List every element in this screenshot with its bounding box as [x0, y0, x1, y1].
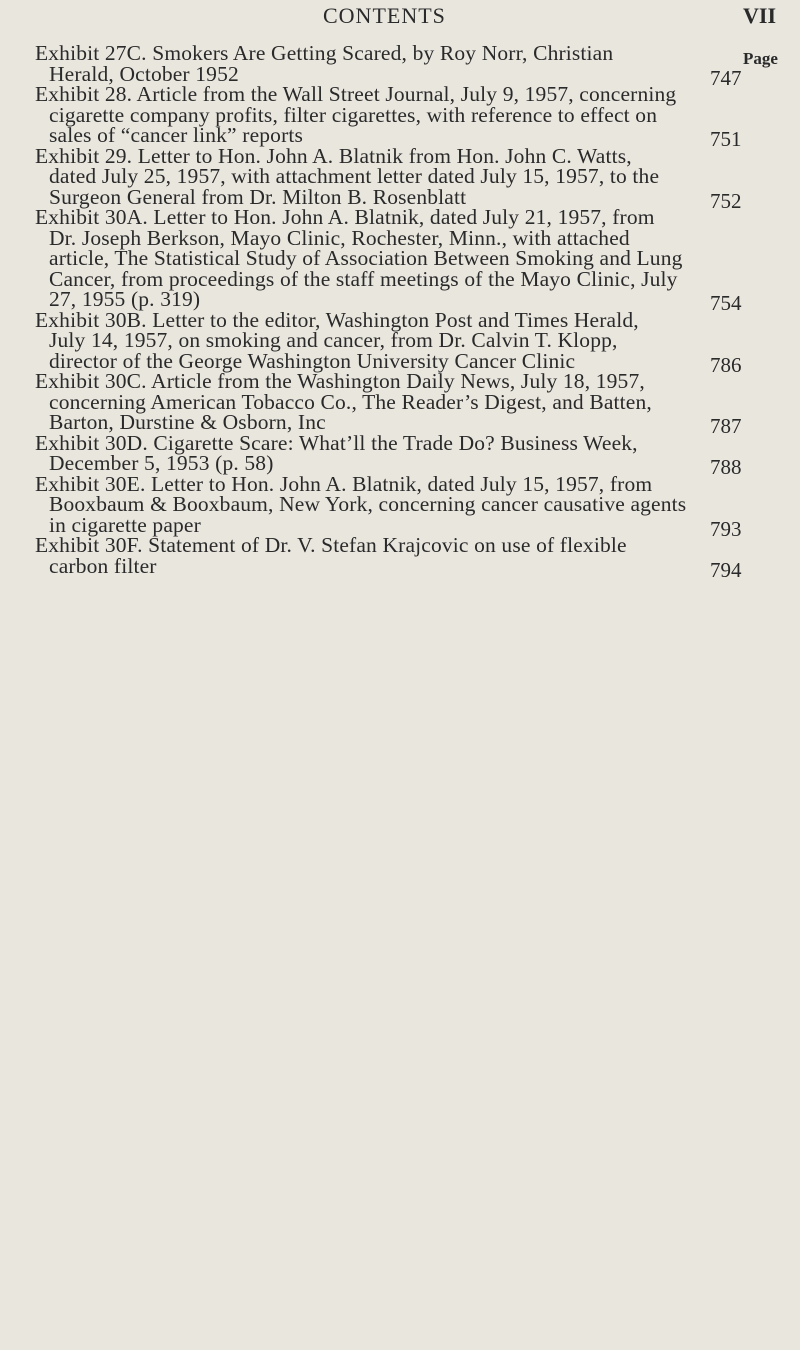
entry-page-number: 787: [710, 414, 742, 438]
entry-line: Exhibit 29. Letter to Hon. John A. Blatnik from Hon. John C. Watts,: [35, 143, 632, 168]
entry-line: Exhibit 30A. Letter to Hon. John A. Blatnik, dated July 21, 1957, from: [35, 205, 655, 229]
entry-page-number: 793: [710, 516, 742, 541]
entry-line: cigarette company profits, filter cigarettes, with reference to effect on: [49, 102, 658, 127]
entry-line: Dr. Joseph Berkson, Mayo Clinic, Rochester, Minn., with attached: [49, 225, 630, 250]
entry-line: Exhibit 30C. Article from the Washington Daily News, July 18, 1957,: [35, 369, 645, 393]
page-column-label: Page: [743, 49, 778, 68]
entry-last-line: Herald, October 1952: [49, 61, 239, 86]
entry-line: dated July 25, 1957, with attachment letter dated July 15, 1957, to the: [49, 164, 660, 188]
entry-line: Exhibit 30D. Cigarette Scare: What’ll the Trade Do? Business Week,: [35, 430, 638, 455]
entry-page-number: 752: [710, 188, 742, 213]
entry-line: Exhibit 28. Article from the Wall Street Journal, July 9, 1957, concerning: [35, 82, 677, 106]
entry-last-line: in cigarette paper: [49, 512, 201, 537]
entry-line: Exhibit 30B. Letter to the editor, Washington Post and Times Herald,: [35, 307, 639, 332]
contents-entry: [35, 371, 725, 433]
entry-page-number: 786: [710, 352, 742, 377]
page-header-roman-number: VII: [743, 3, 777, 28]
entry-page-number: 747: [710, 65, 742, 90]
entry-last-line: carbon filter: [49, 553, 157, 578]
entry-line: Cancer, from proceedings of the staff meetings of the Mayo Clinic, July: [49, 266, 678, 291]
entry-line: Exhibit 30F. Statement of Dr. V. Stefan Krajcovic on use of flexible: [35, 533, 627, 557]
entry-line: concerning American Tobacco Co., The Reader’s Digest, and Batten,: [49, 389, 652, 414]
entry-last-line: Surgeon General from Dr. Milton B. Rosenblatt: [49, 184, 467, 209]
entry-line: Exhibit 30E. Letter to Hon. John A. Blatnik, dated July 15, 1957, from: [35, 471, 653, 496]
entry-page-number: 754: [710, 291, 742, 315]
entry-line: article, The Statistical Study of Association Between Smoking and Lung: [49, 246, 683, 270]
contents-entry: [35, 43, 725, 84]
entry-page-number: 751: [710, 127, 742, 151]
contents-entry: [35, 471, 725, 537]
contents-entry: [35, 535, 725, 576]
entry-line: Exhibit 27C. Smokers Are Getting Scared, by Roy Norr, Christian: [35, 41, 614, 65]
contents-entry: [35, 84, 725, 146]
contents-entry: [35, 430, 725, 475]
contents-entry: [35, 143, 725, 209]
entry-last-line: December 5, 1953 (p. 58): [49, 451, 274, 475]
contents-entry: [35, 207, 725, 310]
contents-entry: [35, 307, 725, 373]
entry-last-line: director of the George Washington University Cancer Clinic: [49, 348, 576, 373]
entry-page-number: 794: [710, 557, 742, 582]
entry-line: Booxbaum & Booxbaum, New York, concerning cancer causative agents: [49, 492, 687, 516]
entry-last-line: 27, 1955 (p. 319): [49, 287, 201, 311]
entry-page-number: 788: [710, 455, 742, 479]
page-header-title: CONTENTS: [323, 3, 446, 28]
entry-last-line: Barton, Durstine & Osborn, Inc: [49, 410, 326, 434]
contents-entries-list: [35, 43, 725, 576]
entry-line: July 14, 1957, on smoking and cancer, from Dr. Calvin T. Klopp,: [49, 328, 618, 352]
entry-last-line: sales of “cancer link” reports: [49, 123, 304, 147]
